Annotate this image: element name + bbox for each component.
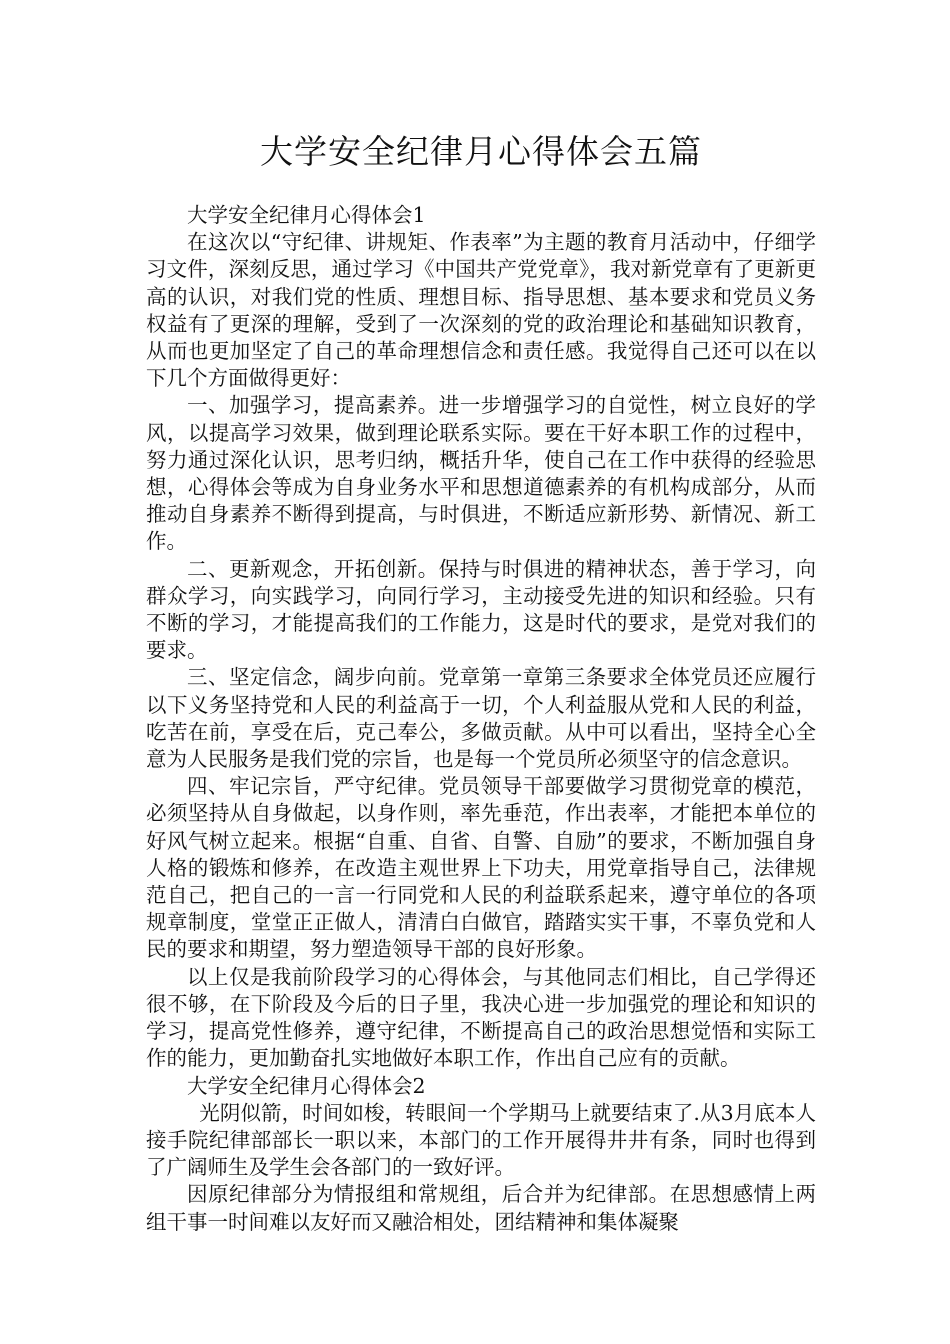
- paragraph: 一、加强学习，提高素养。进一步增强学习的自觉性，树立良好的学风，以提高学习效果，做到理论联系实际。要在干好本职工作的过程中，努力通过深化认识，思考归纳，概括升华，使自己在工作中获得的经验思想，心得体会等成为自身业务水平和思想道德素养的有机构成部分，从而推动自身素养不断得到提高，与时俱进，不断适应新形势、新情况、新工作。: [146, 393, 816, 554]
- page-title: 大学安全纪律月心得体会五篇: [260, 132, 702, 171]
- section-heading-2: 大学安全纪律月心得体会2: [187, 1073, 426, 1098]
- paragraph: 光阴似箭，时间如梭，转眼间一个学期马上就要结束了.从3月底本人接手院纪律部部长一职以来，本部门的工作开展得井井有条，同时也得到了广阔师生及学生会各部门的一致好评。: [146, 1100, 816, 1180]
- document-body: [146, 202, 816, 1236]
- paragraph: 因原纪律部分为情报组和常规组，后合并为纪律部。在思想感情上两组干事一时间难以友好而又融洽相处，团结精神和集体凝聚: [146, 1182, 816, 1234]
- paragraph: 以上仅是我前阶段学习的心得体会，与其他同志们相比，自己学得还很不够，在下阶段及今后的日子里，我决心进一步加强党的理论和知识的学习，提高党性修养，遵守纪律，不断提高自己的政治思想觉悟和实际工作的能力，更加勤奋扎实地做好本职工作，作出自己应有的贡献。: [146, 964, 816, 1071]
- paragraph: 四、牢记宗旨，严守纪律。党员领导干部要做学习贯彻党章的模范，必须坚持从自身做起，以身作则，率先垂范，作出表率，才能把本单位的好风气树立起来。根据“自重、自省、自警、自励”的要求，不断加强自身人格的锻炼和修养，在改造主观世界上下功夫，用党章指导自己，法律规范自己，把自己的一言一行同党和人民的利益联系起来，遵守单位的各项规章制度，堂堂正正做人，清清白白做官，踏踏实实干事，不辜负党和人民的要求和期望，努力塑造领导干部的良好形象。: [146, 774, 816, 962]
- paragraph: 三、坚定信念，阔步向前。党章第一章第三条要求全体党员还应履行以下义务坚持党和人民的利益高于一切，个人利益服从党和人民的利益，吃苦在前，享受在后，克己奉公，多做贡献。从中可以看出，坚持全心全意为人民服务是我们党的宗旨，也是每一个党员所必须坚守的信念意识。: [146, 665, 816, 772]
- section-heading-1: 大学安全纪律月心得体会1: [187, 203, 426, 227]
- paragraph: 在这次以“守纪律、讲规矩、作表率”为主题的教育月活动中，仔细学习文件，深刻反思，通过学习《中国共产党党章》，我对新党章有了更新更高的认识，对我们党的性质、理想目标、指导思想、基本要求和党员义务权益有了更深的理解，受到了一次深刻的党的政治理论和基础知识教育，从而也更加坚定了自己的革命理想信念和责任感。我觉得自己还可以在以下几个方面做得更好：: [146, 230, 816, 391]
- paragraph: 二、更新观念，开拓创新。保持与时俱进的精神状态，善于学习，向群众学习，向实践学习，向同行学习，主动接受先进的知识和经验。只有不断的学习，才能提高我们的工作能力，这是时代的要求，是党对我们的要求。: [146, 556, 816, 663]
